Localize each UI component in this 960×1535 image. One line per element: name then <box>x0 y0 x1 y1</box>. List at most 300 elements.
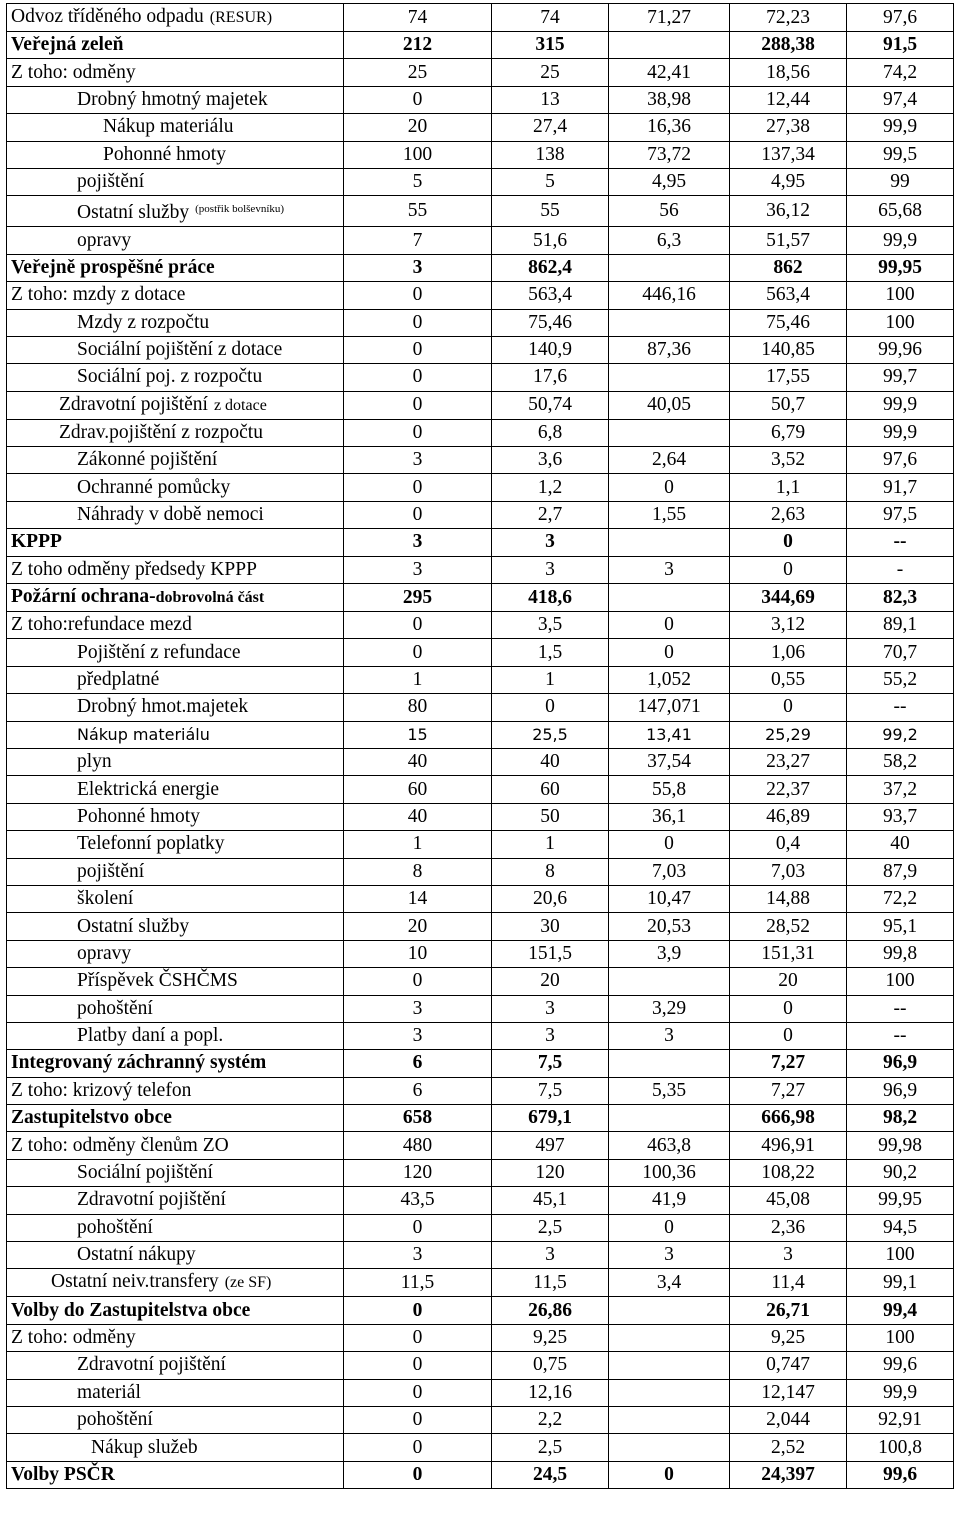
value-cell: 99,9 <box>847 391 954 419</box>
value-cell: 71,27 <box>609 4 730 32</box>
value-cell: 2,52 <box>730 1434 847 1461</box>
row-label-text: Sociální pojištění z dotace <box>77 339 283 361</box>
value-cell <box>609 968 730 995</box>
value-cell: 96,9 <box>847 1050 954 1077</box>
value-cell: 496,91 <box>730 1132 847 1159</box>
value-cell: 344,69 <box>730 584 847 612</box>
value-cell: 0 <box>730 995 847 1022</box>
value-cell: 11,5 <box>344 1269 492 1297</box>
row-label-text: školení <box>77 888 134 910</box>
value-cell: 2,63 <box>730 501 847 528</box>
row-label <box>7 4 344 32</box>
value-cell: 3,6 <box>492 447 609 474</box>
value-cell: 45,1 <box>492 1187 609 1214</box>
row-label <box>7 556 344 583</box>
value-cell: 20 <box>730 968 847 995</box>
value-cell: 99,6 <box>847 1461 954 1488</box>
table-row <box>7 501 954 528</box>
value-cell: 0 <box>344 1406 492 1433</box>
value-cell: 40 <box>492 748 609 775</box>
row-label <box>7 721 344 748</box>
row-label-text: Náhrady v době nemoci <box>77 504 264 526</box>
value-cell <box>609 364 730 391</box>
value-cell: 99,1 <box>847 1269 954 1297</box>
value-cell: 1 <box>344 666 492 693</box>
value-cell: 20 <box>492 968 609 995</box>
value-cell: 8 <box>492 858 609 885</box>
value-cell: 99,2 <box>847 721 954 748</box>
row-label <box>7 1105 344 1132</box>
value-cell: 97,4 <box>847 86 954 113</box>
value-cell: 99,4 <box>847 1297 954 1324</box>
value-cell: 99,98 <box>847 1132 954 1159</box>
table-row <box>7 419 954 446</box>
value-cell: 12,16 <box>492 1379 609 1406</box>
row-label-text: Pohonné hmoty <box>103 143 226 165</box>
table-row <box>7 282 954 309</box>
row-label <box>7 1324 344 1351</box>
row-label <box>7 1077 344 1104</box>
value-cell: 0 <box>344 1379 492 1406</box>
value-cell: 97,6 <box>847 4 954 32</box>
value-cell: 93,7 <box>847 803 954 830</box>
value-cell: 0 <box>609 1461 730 1488</box>
value-cell: 9,25 <box>492 1324 609 1351</box>
row-label-text: Zákonné pojištění <box>77 449 218 471</box>
budget-table <box>6 3 954 1489</box>
value-cell: 80 <box>344 694 492 721</box>
value-cell: 50,74 <box>492 391 609 419</box>
value-cell: 99,9 <box>847 114 954 141</box>
row-label <box>7 885 344 912</box>
row-label <box>7 32 344 59</box>
table-row <box>7 1269 954 1297</box>
row-label-text: Elektrická energie <box>77 778 220 800</box>
table-row <box>7 968 954 995</box>
table-row <box>7 529 954 556</box>
value-cell: 0 <box>344 86 492 113</box>
value-cell: 679,1 <box>492 1105 609 1132</box>
row-label <box>7 419 344 446</box>
value-cell: 96,9 <box>847 1077 954 1104</box>
value-cell: 27,4 <box>492 114 609 141</box>
row-label-text: Odvoz tříděného odpadu <box>11 6 204 27</box>
value-cell: 5,35 <box>609 1077 730 1104</box>
value-cell: 0 <box>609 474 730 501</box>
row-label-text: Ostatní nákupy <box>77 1244 196 1266</box>
value-cell: 3 <box>344 556 492 583</box>
value-cell: 2,7 <box>492 501 609 528</box>
row-label <box>7 748 344 775</box>
value-cell: 25,29 <box>730 721 847 748</box>
table-row <box>7 447 954 474</box>
value-cell: 1,55 <box>609 501 730 528</box>
value-cell: 140,9 <box>492 336 609 363</box>
value-cell: 97,5 <box>847 501 954 528</box>
value-cell: 74 <box>344 4 492 32</box>
table-row <box>7 1159 954 1186</box>
row-label-text: plyn <box>77 751 112 773</box>
value-cell: 3,52 <box>730 447 847 474</box>
value-cell: 74,2 <box>847 59 954 86</box>
row-label <box>7 196 344 227</box>
row-label-text: Z toho: odměny <box>11 1326 136 1348</box>
value-cell: 151,5 <box>492 940 609 967</box>
value-cell: 137,34 <box>730 141 847 168</box>
value-cell: 87,9 <box>847 858 954 885</box>
row-note: dobrovolná část <box>155 589 265 607</box>
value-cell: 60 <box>492 776 609 803</box>
value-cell: 140,85 <box>730 336 847 363</box>
table-row <box>7 1214 954 1241</box>
row-label <box>7 1050 344 1077</box>
value-cell: 418,6 <box>492 584 609 612</box>
value-cell: 26,86 <box>492 1297 609 1324</box>
table-row <box>7 1324 954 1351</box>
row-label <box>7 666 344 693</box>
row-label-text: KPPP <box>11 531 62 553</box>
value-cell: 7,5 <box>492 1050 609 1077</box>
value-cell <box>609 254 730 281</box>
value-cell: 16,36 <box>609 114 730 141</box>
value-cell: 0 <box>730 694 847 721</box>
value-cell: 212 <box>344 32 492 59</box>
row-label <box>7 776 344 803</box>
value-cell: 1,052 <box>609 666 730 693</box>
value-cell: 0 <box>609 831 730 858</box>
row-label-text: Zastupitelstvo obce <box>11 1107 172 1129</box>
value-cell: 24,397 <box>730 1461 847 1488</box>
row-label-text: Sociální poj. z rozpočtu <box>77 366 263 388</box>
row-label-text: Pohonné hmoty <box>77 805 200 827</box>
value-cell: 4,95 <box>609 168 730 195</box>
table-row <box>7 1077 954 1104</box>
row-label-text: Z toho odměny předsedy KPPP <box>11 558 257 580</box>
row-label-text: Drobný hmot.majetek <box>77 696 249 718</box>
value-cell: 120 <box>344 1159 492 1186</box>
value-cell: 7,03 <box>730 858 847 885</box>
value-cell: 1,2 <box>492 474 609 501</box>
value-cell: 0 <box>344 501 492 528</box>
value-cell: 295 <box>344 584 492 612</box>
row-label <box>7 584 344 612</box>
value-cell: 7,27 <box>730 1077 847 1104</box>
value-cell: 1,5 <box>492 639 609 666</box>
value-cell: 36,12 <box>730 196 847 227</box>
value-cell: 0 <box>344 1297 492 1324</box>
value-cell: 0,55 <box>730 666 847 693</box>
table-row <box>7 1461 954 1488</box>
budget-document <box>6 3 954 1489</box>
value-cell: 94,5 <box>847 1214 954 1241</box>
value-cell: 87,36 <box>609 336 730 363</box>
row-label <box>7 968 344 995</box>
row-label <box>7 1406 344 1433</box>
row-label <box>7 913 344 940</box>
value-cell: 0 <box>609 639 730 666</box>
value-cell: 14,88 <box>730 885 847 912</box>
value-cell: 3 <box>609 1242 730 1269</box>
value-cell: 0 <box>344 1434 492 1461</box>
value-cell: 20 <box>344 913 492 940</box>
row-note: (postřik bolševníku) <box>195 203 285 216</box>
value-cell: 25,5 <box>492 721 609 748</box>
value-cell: 99,8 <box>847 940 954 967</box>
table-row <box>7 1406 954 1433</box>
value-cell: 100 <box>847 282 954 309</box>
row-label-text: pojištění <box>77 860 145 882</box>
value-cell: 3 <box>492 556 609 583</box>
value-cell: 3 <box>344 1242 492 1269</box>
row-label <box>7 940 344 967</box>
row-label-text: Z toho: odměny <box>11 61 136 83</box>
value-cell: 3 <box>492 529 609 556</box>
value-cell: 1 <box>344 831 492 858</box>
row-label <box>7 1352 344 1379</box>
value-cell: 2,36 <box>730 1214 847 1241</box>
value-cell: 0 <box>730 1022 847 1049</box>
value-cell: 2,044 <box>730 1406 847 1433</box>
row-label-text: Z toho: krizový telefon <box>11 1079 192 1101</box>
value-cell: 25 <box>492 59 609 86</box>
value-cell <box>609 1050 730 1077</box>
table-row <box>7 391 954 419</box>
row-label <box>7 1132 344 1159</box>
table-row <box>7 32 954 59</box>
value-cell: 40 <box>847 831 954 858</box>
row-label <box>7 1434 344 1461</box>
value-cell: 0 <box>344 639 492 666</box>
value-cell: 288,38 <box>730 32 847 59</box>
value-cell: 3 <box>609 556 730 583</box>
value-cell: 151,31 <box>730 940 847 967</box>
value-cell: 100 <box>847 309 954 336</box>
value-cell: 138 <box>492 141 609 168</box>
value-cell: 0 <box>344 612 492 639</box>
value-cell: 563,4 <box>730 282 847 309</box>
row-note: (RESUR) <box>209 9 273 26</box>
row-label-text: Zdravotní pojištění <box>59 393 208 415</box>
value-cell: 20,53 <box>609 913 730 940</box>
value-cell: 42,41 <box>609 59 730 86</box>
value-cell: 0,75 <box>492 1352 609 1379</box>
row-label <box>7 1214 344 1241</box>
value-cell: 18,56 <box>730 59 847 86</box>
value-cell: 40,05 <box>609 391 730 419</box>
value-cell: 95,1 <box>847 913 954 940</box>
value-cell: 0 <box>344 309 492 336</box>
value-cell: 1,1 <box>730 474 847 501</box>
value-cell: 50 <box>492 803 609 830</box>
row-label-text: Nákup materiálu <box>103 116 234 138</box>
value-cell: 99,95 <box>847 254 954 281</box>
row-label-text: opravy <box>77 942 132 964</box>
value-cell: 26,71 <box>730 1297 847 1324</box>
value-cell: 1,06 <box>730 639 847 666</box>
value-cell: 0 <box>344 1214 492 1241</box>
value-cell: 9,25 <box>730 1324 847 1351</box>
value-cell: 0 <box>609 1214 730 1241</box>
row-label <box>7 1242 344 1269</box>
row-label-text: Požární ochrana- <box>11 586 156 608</box>
table-row <box>7 721 954 748</box>
value-cell <box>609 1434 730 1461</box>
value-cell: 91,7 <box>847 474 954 501</box>
table-row <box>7 1050 954 1077</box>
value-cell <box>609 1324 730 1351</box>
value-cell: 10,47 <box>609 885 730 912</box>
value-cell: 45,08 <box>730 1187 847 1214</box>
value-cell: 55,2 <box>847 666 954 693</box>
row-label-text: Ostatní služby <box>77 202 190 224</box>
row-label-text: Nákup materiálu <box>77 724 210 744</box>
row-label-text: pohoštění <box>77 1216 153 1238</box>
row-label-text: Sociální pojištění <box>77 1162 213 1184</box>
row-label-text: Volby do Zastupitelstva obce <box>11 1299 251 1321</box>
value-cell: 120 <box>492 1159 609 1186</box>
value-cell: -- <box>847 995 954 1022</box>
value-cell: 24,5 <box>492 1461 609 1488</box>
value-cell: 0 <box>344 1324 492 1351</box>
table-row <box>7 474 954 501</box>
value-cell: 12,147 <box>730 1379 847 1406</box>
value-cell: 0 <box>344 474 492 501</box>
value-cell: 51,57 <box>730 227 847 254</box>
row-label-text: Telefonní poplatky <box>77 833 225 855</box>
value-cell: 1 <box>492 666 609 693</box>
value-cell: 7,5 <box>492 1077 609 1104</box>
row-label <box>7 86 344 113</box>
value-cell: 72,2 <box>847 885 954 912</box>
value-cell: 17,55 <box>730 364 847 391</box>
value-cell: 22,37 <box>730 776 847 803</box>
value-cell: 91,5 <box>847 32 954 59</box>
value-cell: 23,27 <box>730 748 847 775</box>
value-cell: 2,64 <box>609 447 730 474</box>
row-label-text: Pojištění z refundace <box>77 641 241 663</box>
value-cell: -- <box>847 529 954 556</box>
row-label <box>7 1269 344 1297</box>
value-cell: 11,5 <box>492 1269 609 1297</box>
value-cell: 30 <box>492 913 609 940</box>
value-cell: 12,44 <box>730 86 847 113</box>
table-row <box>7 1379 954 1406</box>
value-cell: 108,22 <box>730 1159 847 1186</box>
row-label-text: Ostatní služby <box>77 915 190 937</box>
value-cell: 15 <box>344 721 492 748</box>
row-label-text: Zdrav.pojištění z rozpočtu <box>59 421 263 443</box>
value-cell: 7,03 <box>609 858 730 885</box>
value-cell: 3 <box>344 447 492 474</box>
table-row <box>7 86 954 113</box>
table-row <box>7 584 954 612</box>
value-cell: 563,4 <box>492 282 609 309</box>
table-row <box>7 309 954 336</box>
row-label <box>7 1297 344 1324</box>
value-cell: 0 <box>344 391 492 419</box>
row-label <box>7 1159 344 1186</box>
value-cell: 6,79 <box>730 419 847 446</box>
value-cell: 2,2 <box>492 1406 609 1433</box>
value-cell: 70,7 <box>847 639 954 666</box>
value-cell: 446,16 <box>609 282 730 309</box>
value-cell: 2,5 <box>492 1434 609 1461</box>
value-cell: 92,91 <box>847 1406 954 1433</box>
row-label <box>7 501 344 528</box>
table-row <box>7 940 954 967</box>
value-cell: 480 <box>344 1132 492 1159</box>
value-cell: 14 <box>344 885 492 912</box>
value-cell: 99,9 <box>847 227 954 254</box>
value-cell: 60 <box>344 776 492 803</box>
row-note: z dotace <box>213 396 267 414</box>
value-cell: 50,7 <box>730 391 847 419</box>
value-cell: 3,29 <box>609 995 730 1022</box>
row-label-text: Ochranné pomůcky <box>77 476 231 498</box>
value-cell: 99,9 <box>847 419 954 446</box>
value-cell: 315 <box>492 32 609 59</box>
table-row <box>7 694 954 721</box>
table-row <box>7 639 954 666</box>
value-cell <box>609 1406 730 1433</box>
row-label <box>7 529 344 556</box>
value-cell: 3 <box>492 1242 609 1269</box>
table-row <box>7 336 954 363</box>
row-label-text: Veřejně prospěšné práce <box>11 256 215 278</box>
value-cell: 0,747 <box>730 1352 847 1379</box>
value-cell: -- <box>847 1022 954 1049</box>
value-cell: 56 <box>609 196 730 227</box>
value-cell: 497 <box>492 1132 609 1159</box>
budget-table-body <box>7 4 954 1489</box>
row-label <box>7 1022 344 1049</box>
value-cell: 100,36 <box>609 1159 730 1186</box>
value-cell: 5 <box>492 168 609 195</box>
value-cell: 4,95 <box>730 168 847 195</box>
row-label <box>7 694 344 721</box>
table-row <box>7 831 954 858</box>
value-cell: 100 <box>847 1242 954 1269</box>
value-cell: 666,98 <box>730 1105 847 1132</box>
table-row <box>7 776 954 803</box>
value-cell: 7,27 <box>730 1050 847 1077</box>
row-label-text: opravy <box>77 229 132 251</box>
value-cell: 100 <box>847 1324 954 1351</box>
value-cell: 0 <box>344 282 492 309</box>
value-cell: 97,6 <box>847 447 954 474</box>
table-row <box>7 59 954 86</box>
value-cell: 41,9 <box>609 1187 730 1214</box>
value-cell: 13 <box>492 86 609 113</box>
value-cell: 99,7 <box>847 364 954 391</box>
value-cell: 100,8 <box>847 1434 954 1461</box>
value-cell: 27,38 <box>730 114 847 141</box>
value-cell: 99 <box>847 168 954 195</box>
row-label <box>7 1461 344 1488</box>
value-cell: 0 <box>344 1461 492 1488</box>
value-cell: 43,5 <box>344 1187 492 1214</box>
row-label-text: pohoštění <box>77 997 153 1019</box>
value-cell: -- <box>847 694 954 721</box>
value-cell: 75,46 <box>730 309 847 336</box>
row-label-text: Zdravotní pojištění <box>77 1354 226 1376</box>
table-row <box>7 1434 954 1461</box>
row-label-text: Volby PSČR <box>11 1463 115 1485</box>
value-cell: 38,98 <box>609 86 730 113</box>
value-cell: 65,68 <box>847 196 954 227</box>
row-label-text: předplatné <box>77 669 160 690</box>
row-label <box>7 391 344 419</box>
